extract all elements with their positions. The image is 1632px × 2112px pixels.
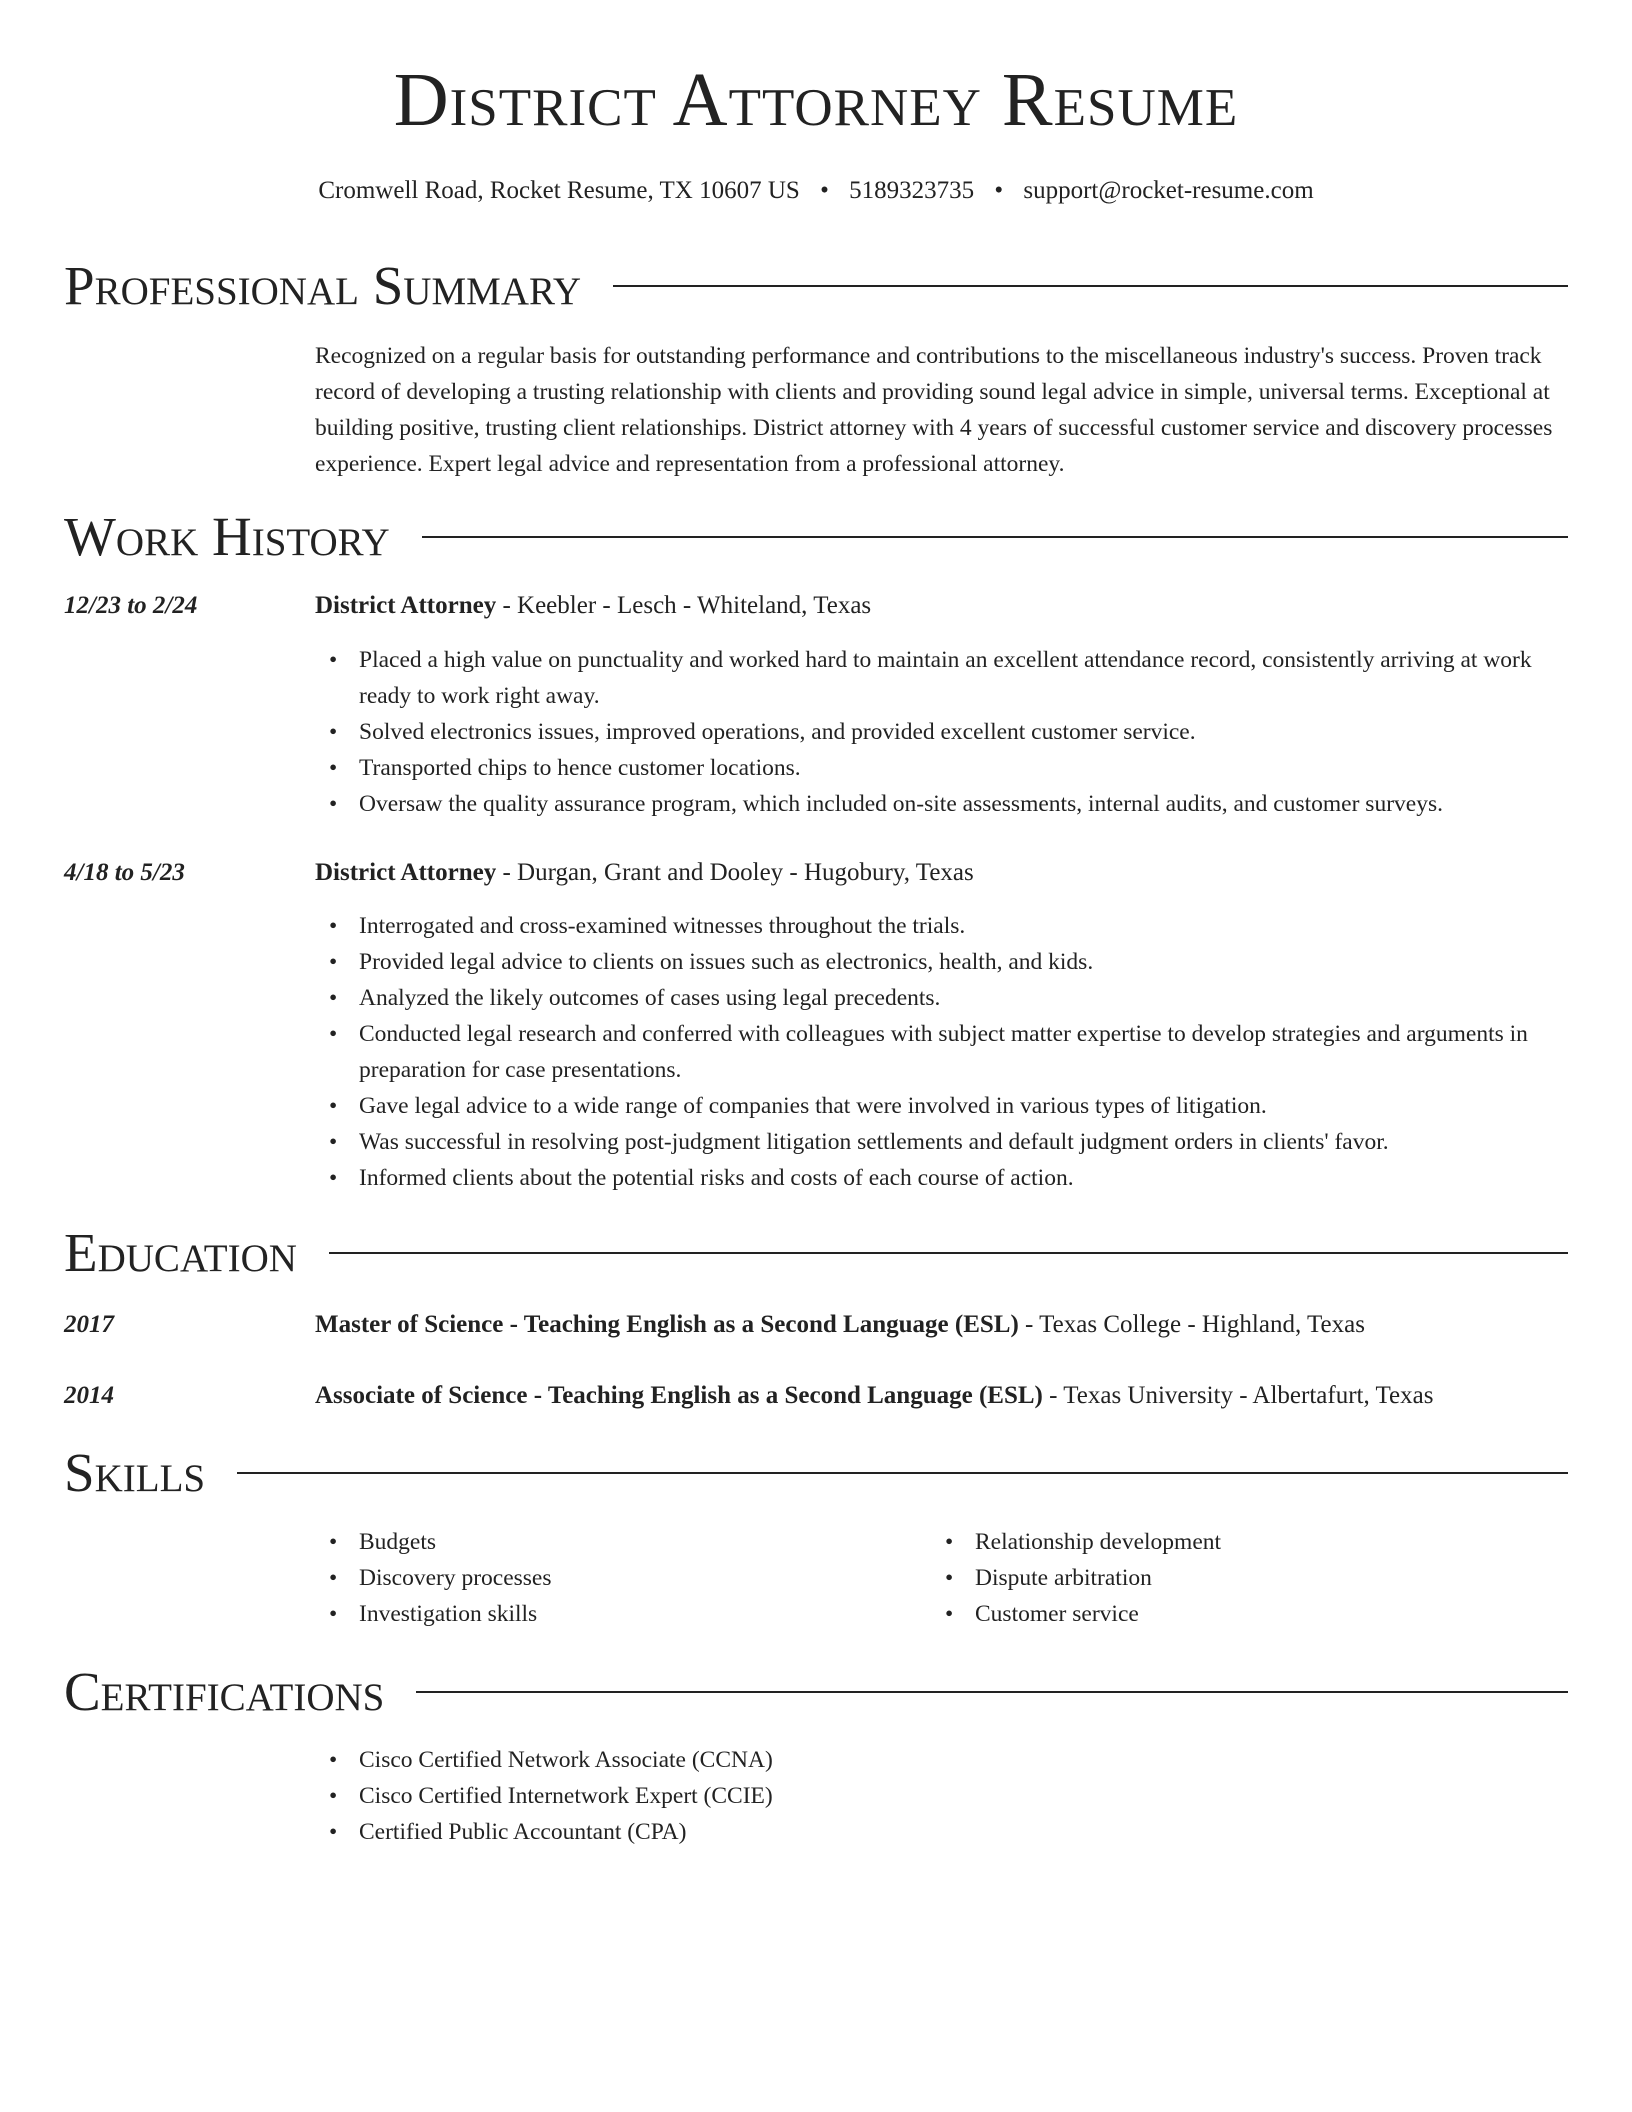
- job-position: District Attorney: [315, 859, 497, 886]
- work-section-header: [64, 507, 1568, 567]
- list-item: • Placed a high value on punctuality and worked hard to maintain an excellent attendance record, consistently arriving at work ready to work right away.: [315, 642, 1571, 714]
- school-details: - Texas University - Albertafurt, Texas: [1042, 1382, 1434, 1409]
- skills-list-left: [315, 1524, 875, 1632]
- education-year: 2014: [64, 1382, 114, 1409]
- section-divider: [422, 536, 1568, 538]
- job-heading: [315, 856, 1568, 890]
- certification-item: • Cisco Certified Network Associate (CCNA): [315, 1742, 1571, 1778]
- contact-line: [0, 176, 1632, 206]
- education-section-header: [64, 1223, 1568, 1283]
- job-dates: 4/18 to 5/23: [64, 859, 185, 886]
- contact-phone: 5189323735: [849, 177, 975, 204]
- skill-item: • Relationship development: [931, 1524, 1491, 1560]
- list-item: • Analyzed the likely outcomes of cases using legal precedents.: [315, 980, 1571, 1016]
- certification-item: • Cisco Certified Internetwork Expert (CCIE): [315, 1778, 1571, 1814]
- skill-item: • Customer service: [931, 1596, 1491, 1632]
- certification-item: • Certified Public Accountant (CPA): [315, 1814, 1571, 1850]
- certifications-list: [315, 1742, 1571, 1850]
- list-item: • Solved electronics issues, improved operations, and provided excellent customer service.: [315, 714, 1571, 750]
- list-item: • Interrogated and cross-examined witnesses throughout the trials.: [315, 908, 1571, 944]
- skill-item: • Discovery processes: [315, 1560, 875, 1596]
- job-dates: 12/23 to 2/24: [64, 592, 198, 619]
- list-item: • Transported chips to hence customer locations.: [315, 750, 1571, 786]
- resume-title: District Attorney Resume: [393, 58, 1239, 142]
- list-item: • Provided legal advice to clients on issues such as electronics, health, and kids.: [315, 944, 1571, 980]
- skills-heading: Skills: [64, 1442, 206, 1503]
- summary-section-header: [64, 256, 1568, 316]
- school-details: - Texas College - Highland, Texas: [1018, 1311, 1365, 1338]
- work-heading: Work History: [64, 506, 390, 567]
- job-bullets: [315, 642, 1571, 822]
- list-item: • Oversaw the quality assurance program, which included on-site assessments, internal audits, and customer surveys.: [315, 786, 1571, 822]
- certifications-heading: Certifications: [64, 1661, 385, 1722]
- education-heading: Education: [64, 1222, 297, 1283]
- skills-section-header: [64, 1443, 1568, 1503]
- section-divider: [237, 1472, 1568, 1474]
- summary-text: Recognized on a regular basis for outstanding performance and contributions to the miscellaneous industry's success. Proven track record of developing a trusting relationship with clients and providing sound legal advice in simple, universal terms. Exceptional at building positive, trusting client relationships. District attorney with 4 years of successful customer service and discovery processes experience. Expert legal advice and representation from a professional attorney.: [315, 343, 1553, 477]
- job-heading: [315, 589, 1568, 623]
- degree-name: Associate of Science - Teaching English as a Second Language (ESL): [315, 1382, 1043, 1409]
- job-position: District Attorney: [315, 592, 497, 619]
- degree-name: Master of Science - Teaching English as a Second Language (ESL): [315, 1311, 1019, 1338]
- education-entry: [315, 1308, 1568, 1342]
- list-item: • Was successful in resolving post-judgment litigation settlements and default judgment orders in clients' favor.: [315, 1124, 1571, 1160]
- contact-separator: •: [994, 177, 1004, 204]
- list-item: • Conducted legal research and conferred with colleagues with subject matter expertise to develop strategies and arguments in preparation for case presentations.: [315, 1016, 1571, 1088]
- summary-heading: Professional Summary: [64, 255, 582, 316]
- list-item: • Gave legal advice to a wide range of companies that were involved in various types of litigation.: [315, 1088, 1571, 1124]
- certifications-section-header: [64, 1662, 1568, 1722]
- education-year: 2017: [64, 1311, 114, 1338]
- list-item: • Informed clients about the potential risks and costs of each course of action.: [315, 1160, 1571, 1196]
- contact-separator: •: [820, 177, 829, 204]
- job-bullets: [315, 908, 1571, 1196]
- section-divider: [416, 1691, 1568, 1693]
- skill-item: • Dispute arbitration: [931, 1560, 1491, 1596]
- job-employer: - Keebler - Lesch - Whiteland, Texas: [496, 592, 872, 619]
- section-divider: [329, 1252, 1568, 1254]
- contact-address: Cromwell Road, Rocket Resume, TX 10607 US: [318, 177, 800, 204]
- section-divider: [613, 285, 1568, 287]
- skills-list-right: [931, 1524, 1491, 1632]
- skill-item: • Investigation skills: [315, 1596, 875, 1632]
- education-entry: [315, 1379, 1568, 1413]
- contact-email: support@rocket-resume.com: [1023, 177, 1314, 204]
- skill-item: • Budgets: [315, 1524, 875, 1560]
- job-employer: - Durgan, Grant and Dooley - Hugobury, Texas: [496, 859, 974, 886]
